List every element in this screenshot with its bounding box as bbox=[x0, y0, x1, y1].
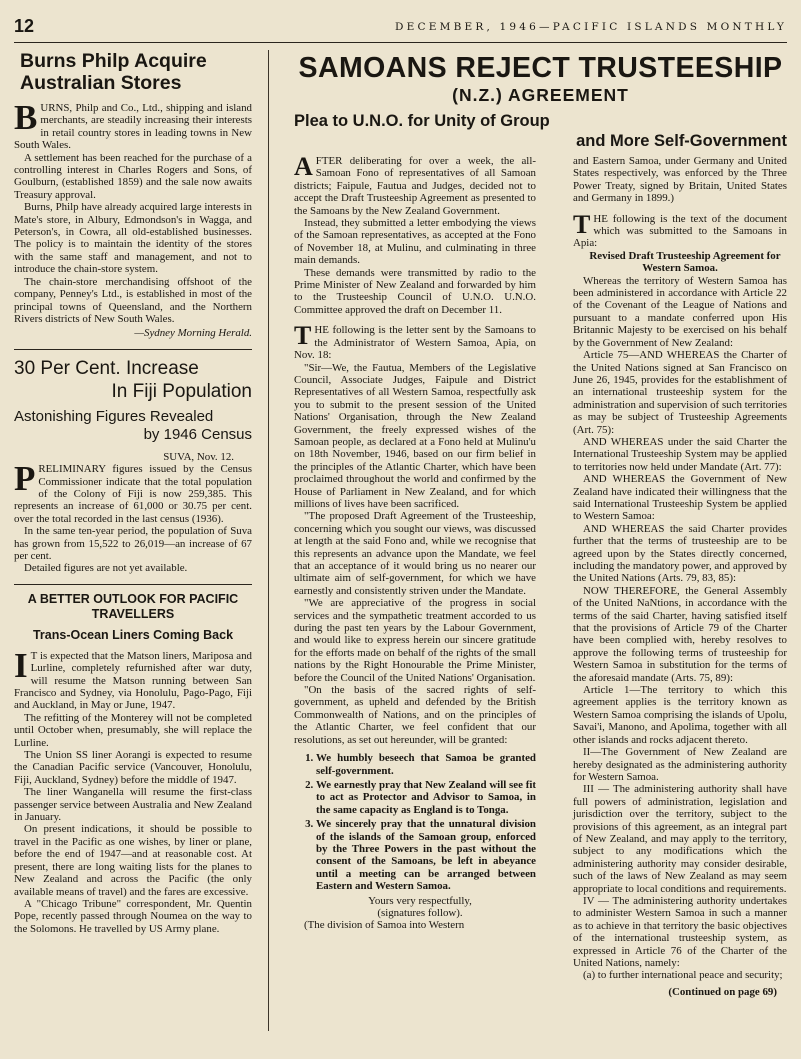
main-para-3: These demands were transmitted by radio to the Prime Minister of New Zealand and forwarded by him to the Trusteeship Council of U.N.O. U.N.O. Committee approved the draft on December 11. bbox=[294, 266, 536, 316]
main-headline-block bbox=[294, 52, 787, 151]
col3-para-4: Article 75—AND WHEREAS the Charter of the United Nations signed at San Francisco on June 26, 1945, provides for the establishment of an international trusteeship system for the administration and supervision of such territories as may be subject of Trusteeship Agreements (Art. 75): bbox=[573, 349, 787, 436]
demand-item: 1. We humbly beseech that Samoa be granted self-government. bbox=[316, 752, 536, 777]
right-column bbox=[573, 155, 787, 998]
main-headline: SAMOANS REJECT TRUSTEESHIP bbox=[298, 52, 783, 84]
col3-para-3: Whereas the territory of Western Samoa has been administered in accordance with Article 22 of the Covenant of the League of Nations and pursuant to a mandate conferred upon His Britannic Majesty to be exercised on his behalf by the Government of New Zealand: bbox=[573, 274, 787, 349]
divider-2 bbox=[14, 584, 252, 585]
main-para-6: "The proposed Draft Agreement of the Trusteeship, concerning which you sought our views, was discussed at length at the said Fono and, while we recognise that this represents an advance upon the Mandate, we feel that an acceptance of it would bring us no nearer our ultimate aim of self-government, for which we have earnestly and consistently striven under the Mandate. bbox=[294, 510, 536, 597]
main-para-5: "Sir—We, the Fautua, Members of the Legislative Council, Associate Judges, Faipule and District Representatives of all Western Samoa, respectfully ask you to submit to the present session of the United Nations' Organisation, through the New Zealand Government, the freely expressed wishes of the Samoan people, as declared at a Fono held at Mulinu'u on 18th November, 1946, based on our firm belief in the principles of the Atlantic Charter, which have been proclaimed throughout the world and confirmed by the House of Parliament in New Zealand, and for which millions of lives have been sacrificed. bbox=[294, 361, 536, 510]
burns-para-4: The chain-store merchandising offshoot of the company, Penney's Ltd., is established in most of the principal towns of Queensland, and the Northern Rivers districts of New South Wales. bbox=[14, 275, 252, 325]
outlook-para-2: The refitting of the Monterey will not be completed until October when, presumably, she will replace the Lurline. bbox=[14, 711, 252, 749]
burns-para-2: A settlement has been reached for the purchase of a controlling interest in Charles Rogers and Sons, of Goulburn, (established 1859) and the sale now awaits Treasury approval. bbox=[14, 151, 252, 201]
continued-note: (Continued on page 69) bbox=[668, 985, 777, 998]
col3-para-10: II—The Government of New Zealand are hereby designated as the administering authority for Western Samoa. bbox=[573, 746, 787, 783]
page-header bbox=[14, 18, 787, 40]
fiji-dropcap: P bbox=[14, 459, 36, 499]
burns-headline: Burns Philp Acquire Australian Stores bbox=[20, 50, 207, 94]
header-rule bbox=[14, 42, 787, 43]
main-para-8: "On the basis of the sacred rights of self-government, as upheld and defended by the British Commonwealth of Nations, and on the principles of the Atlantic Charter, we feel confident that our resolutions, as set out hereunder, will be granted: bbox=[294, 684, 536, 746]
fiji-dateline: SUVA, Nov. 12. bbox=[163, 450, 234, 463]
running-title: DECEMBER, 1946—PACIFIC ISLANDS MONTHLY bbox=[395, 21, 787, 33]
col3-para-8: NOW THEREFORE, the General Assembly of the United NaNtions, in accordance with the terms of the said Charter, having satisfied itself that the provisions of Article 79 of the Charter have been complied with, hereby resolves to approve the following terms of trusteeship for Western Samoa in substitution for the terms of the aforesaid mandate (Arts. 75, 89): bbox=[573, 584, 787, 684]
main-headline-2: (N.Z.) AGREEMENT bbox=[452, 85, 629, 105]
fiji-para-2: In the same ten-year period, the population of Suva has grown from 15,522 to 26,019—an increase of 67 per cent. bbox=[14, 525, 252, 562]
fiji-subheadline: Astonishing Figures Revealed by 1946 Census bbox=[14, 407, 252, 443]
chicago-note: A "Chicago Tribune" correspondent, Mr. Quentin Pope, recently passed through Noumea on the way to the Solomons. He travelled by US Army plane. bbox=[14, 897, 252, 935]
col3-para-9: Article 1—The territory to which this agreement applies is the territory known as Western Samoa comprising the islands of Upolu, Savai'i, Manono, and Apolima, together with all other islands and rocks adjacent thereto. bbox=[573, 684, 787, 746]
demand-item: 3. We sincerely pray that the unnatural division of the islands of the Samoan group, enforced by the Three Powers in the past without the consent of the Samoans, be left in abeyance until a meeting can be arranged between Eastern and Western Samoa. bbox=[316, 818, 536, 892]
fiji-headline: 30 Per Cent. Increase In Fiji Population bbox=[14, 357, 252, 402]
main-para-4: THE following is the letter sent by the Samoans to the Administrator of Western Samoa, Apia, on Nov. 18: bbox=[294, 321, 536, 362]
col3-para-6: AND WHEREAS the Government of New Zealand have indicated their willingness that the said International Trusteeship System be applied to Western Samoa: bbox=[573, 473, 787, 523]
closing-2: (signatures follow). bbox=[377, 906, 463, 919]
main-dropcap: A bbox=[294, 152, 313, 181]
col3-dropcap: T bbox=[573, 209, 591, 239]
outlook-para-3: The Union SS liner Aorangi is expected to resume the Canadian Pacific service (Vancouver, Honolulu, Fiji, Auckland, Sydney) before the middle of 1947. bbox=[14, 749, 252, 786]
main-para-1: AFTER deliberating for over a week, the all-Samoan Fono of representatives of all Samoan districts; Faipule, Fautua and Judges, decided not to accept the Draft Trusteeship Agreement as presented to the Samoans by the New Zealand Government. bbox=[294, 152, 536, 217]
main-subheadline-2: and More Self-Government bbox=[576, 132, 787, 150]
burns-para-1: BURNS, Philp and Co., Ltd., shipping and island merchants, are steadily increasing their interests in retail country stores in leading towns in New South Wales. bbox=[14, 98, 252, 152]
burns-dropcap: B bbox=[14, 98, 38, 137]
col3-para-11: III — The administering authority shall have full powers of administration, legislation and jurisdiction over the territory, subject to the provisions of this agreement, as an integral part of New Zealand, and may apply to the territory, subject to any modifications which the administering authority may consider desirable, such of the laws of New Zealand as may seem appropriate to local conditions and requirements. bbox=[573, 783, 787, 895]
burns-credit: —Sydney Morning Herald. bbox=[134, 327, 252, 340]
divider-1 bbox=[14, 349, 252, 350]
outlook-dropcap: I bbox=[14, 645, 28, 685]
col3-para-5: AND WHEREAS under the said Charter the International Trusteeship System may be applied to territories now held under Mandate (Art. 77): bbox=[573, 435, 787, 473]
outlook-para-5: On present indications, it should be possible to travel in the Pacific as one wishes, by liner or plane, before the end of 1947—and at reasonable cost. At present, there are long waiting lists for the planes to New Zealand and across the Pacific (the only available means of travel) and the fares are excessive. bbox=[14, 823, 252, 898]
demand-item: 2. We earnestly pray that New Zealand will see fit to act as Protector and Advisor to Samoa, in the same capacity as England is to Tonga. bbox=[316, 779, 536, 816]
outlook-para-4: The liner Wanganella will resume the first-class passenger service between Australia and New Zealand in January. bbox=[14, 786, 252, 824]
outlook-headline: A BETTER OUTLOOK FOR PACIFIC TRAVELLERS bbox=[27, 591, 239, 621]
middle-column bbox=[294, 152, 536, 932]
main-para-2: Instead, they submitted a letter embodying the views of the Samoan representatives, as accepted at the Fono of November 18, at Mulinu, and culminating in three main demands. bbox=[294, 217, 536, 267]
main-para-7: "We are appreciative of the progress in social services and the sympathetic treatment accorded to us during the past ten years by the Labour Government, and would like to express herein our sincere gratitude for the efforts made on behalf of the rights of the small nations by the Right Honourable the Prime Minister, before the Council of the United Nations' Organisation. bbox=[294, 597, 536, 684]
fiji-para-1: PRELIMINARY figures issued by the Census Commissioner indicate that the total population of the Colony of Fiji is now 259,385. This represents an increase of 61,000 or 30.75 per cent. over the total recorded in the last census (1936). bbox=[14, 459, 252, 525]
revised-draft-heading: Revised Draft Trusteeship Agreement for Western Samoa. bbox=[589, 249, 781, 275]
page-number: 12 bbox=[14, 16, 35, 36]
main-dropcap-2: T bbox=[294, 321, 312, 351]
main-subheadline-1: Plea to U.N.O. for Unity of Group bbox=[294, 112, 550, 130]
burns-para-3: Burns, Philp have already acquired large interests in Mate's store, in Albury, Edmondson's in Wagga, and Peterson's, in Cowra, all old-established businesses. The policy is to maintain the identity of the stores with the same staff and management, and not to introduce the chain-store system. bbox=[14, 201, 252, 276]
fiji-para-3: Detailed figures are not yet available. bbox=[24, 562, 188, 575]
main-para-9: (The division of Samoa into Western bbox=[304, 919, 465, 932]
col3-para-12: IV — The administering authority undertakes to administer Western Samoa in such a manner as to achieve in that territory the basic objectives of the international trusteeship system, as expressed in Article 76 of the Charter of the United Nations, namely: bbox=[573, 894, 787, 969]
col3-para-7: AND WHEREAS the said Charter provides further that the terms of trusteeship are to be agreed upon by the States directly concerned, including the mandatory power, and approved by the United Nations (Arts. 79, 83, 85): bbox=[573, 522, 787, 585]
outlook-subheadline: Trans-Ocean Liners Coming Back bbox=[32, 627, 234, 642]
col3-para-1: and Eastern Samoa, under Germany and United States respectively, was enforced by the Three Power Treaty, signed by Britain, United States and Germany in 1899.) bbox=[573, 155, 787, 205]
column-rule bbox=[268, 50, 269, 1031]
left-column bbox=[14, 50, 252, 935]
demands-list bbox=[294, 752, 536, 892]
col3-para-13: (a) to further international peace and security; bbox=[583, 969, 783, 982]
col3-para-2: THE following is the text of the document which was submitted to the Samoans in Apia: bbox=[573, 209, 787, 250]
outlook-para-1: I T is expected that the Matson liners, Mariposa and Lurline, completely refurnished after war duty, will resume the Matson running between San Francisco and Sydney, via Honolulu, Pago-Pago, Fiji and Auckland, in May or June, 1947. bbox=[14, 645, 252, 712]
closing-1: Yours very respectfully, bbox=[368, 894, 472, 907]
